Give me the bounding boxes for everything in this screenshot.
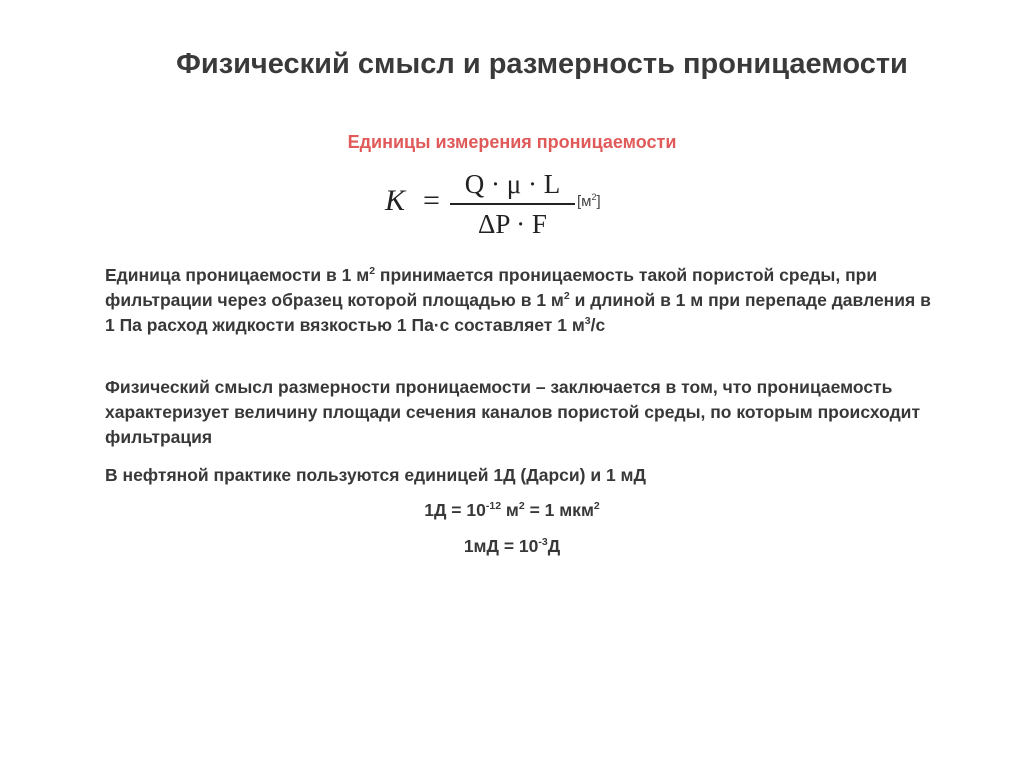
eq1-sup-2: 2	[518, 500, 525, 513]
paragraph-unit-definition	[105, 263, 945, 338]
p1-text-2: принимается проницаемость такой пористой среды, при фильтрации через образец которой площадью в 1 м	[105, 265, 878, 310]
unit-open: [м	[577, 193, 592, 210]
slide-title: Физический смысл и размерность проницаемости	[176, 48, 908, 80]
formula-denominator: ΔP · F	[478, 208, 547, 239]
unit-close: ]	[596, 193, 601, 210]
paragraph-oil-practice: В нефтяной практике пользуются единицей 1Д (Дарси) и 1 мД	[105, 465, 646, 485]
p1-text-1: Единица проницаемости в 1 м	[105, 265, 370, 285]
paragraph-physical-meaning: Физический смысл размерности проницаемости – заключается в том, что проницаемость характеризует величину площади сечения каналов пористой среды, по которым происходит фильтрация	[105, 377, 921, 447]
p1-sup-3: 3	[584, 315, 591, 328]
fraction-bar	[450, 203, 575, 205]
slide-subtitle: Единицы измерения проницаемости	[347, 132, 677, 152]
eq1-sup-3: 2	[593, 500, 600, 513]
p1-sup-2: 2	[563, 290, 570, 303]
eq2-text-2: Д	[547, 536, 561, 556]
permeability-formula	[385, 168, 645, 248]
eq1-text-1: 1Д = 10	[424, 500, 486, 520]
equation-darcy	[0, 500, 1024, 521]
eq2-sup-1: -3	[538, 536, 548, 549]
formula-unit	[577, 193, 601, 210]
formula-fraction	[450, 168, 575, 240]
eq1-text-2: м	[501, 500, 519, 520]
unit-superscript: 2	[591, 192, 597, 202]
eq1-text-3: = 1 мкм	[524, 500, 594, 520]
p1-sup-1: 2	[369, 265, 376, 278]
p1-text-3: и длиной в 1 м при перепаде давления в 1 Па расход жидкости вязкостью 1 Па·с составляет 1 м	[105, 290, 931, 335]
formula-lhs: K	[385, 184, 406, 217]
p1-text-4: /с	[590, 315, 606, 335]
eq1-sup-1: -12	[485, 500, 502, 513]
formula-equals: =	[423, 184, 440, 217]
eq2-text-1: 1мД = 10	[463, 536, 539, 556]
formula-numerator: Q · μ · L	[464, 169, 561, 199]
equation-millidarcy	[0, 536, 1024, 557]
